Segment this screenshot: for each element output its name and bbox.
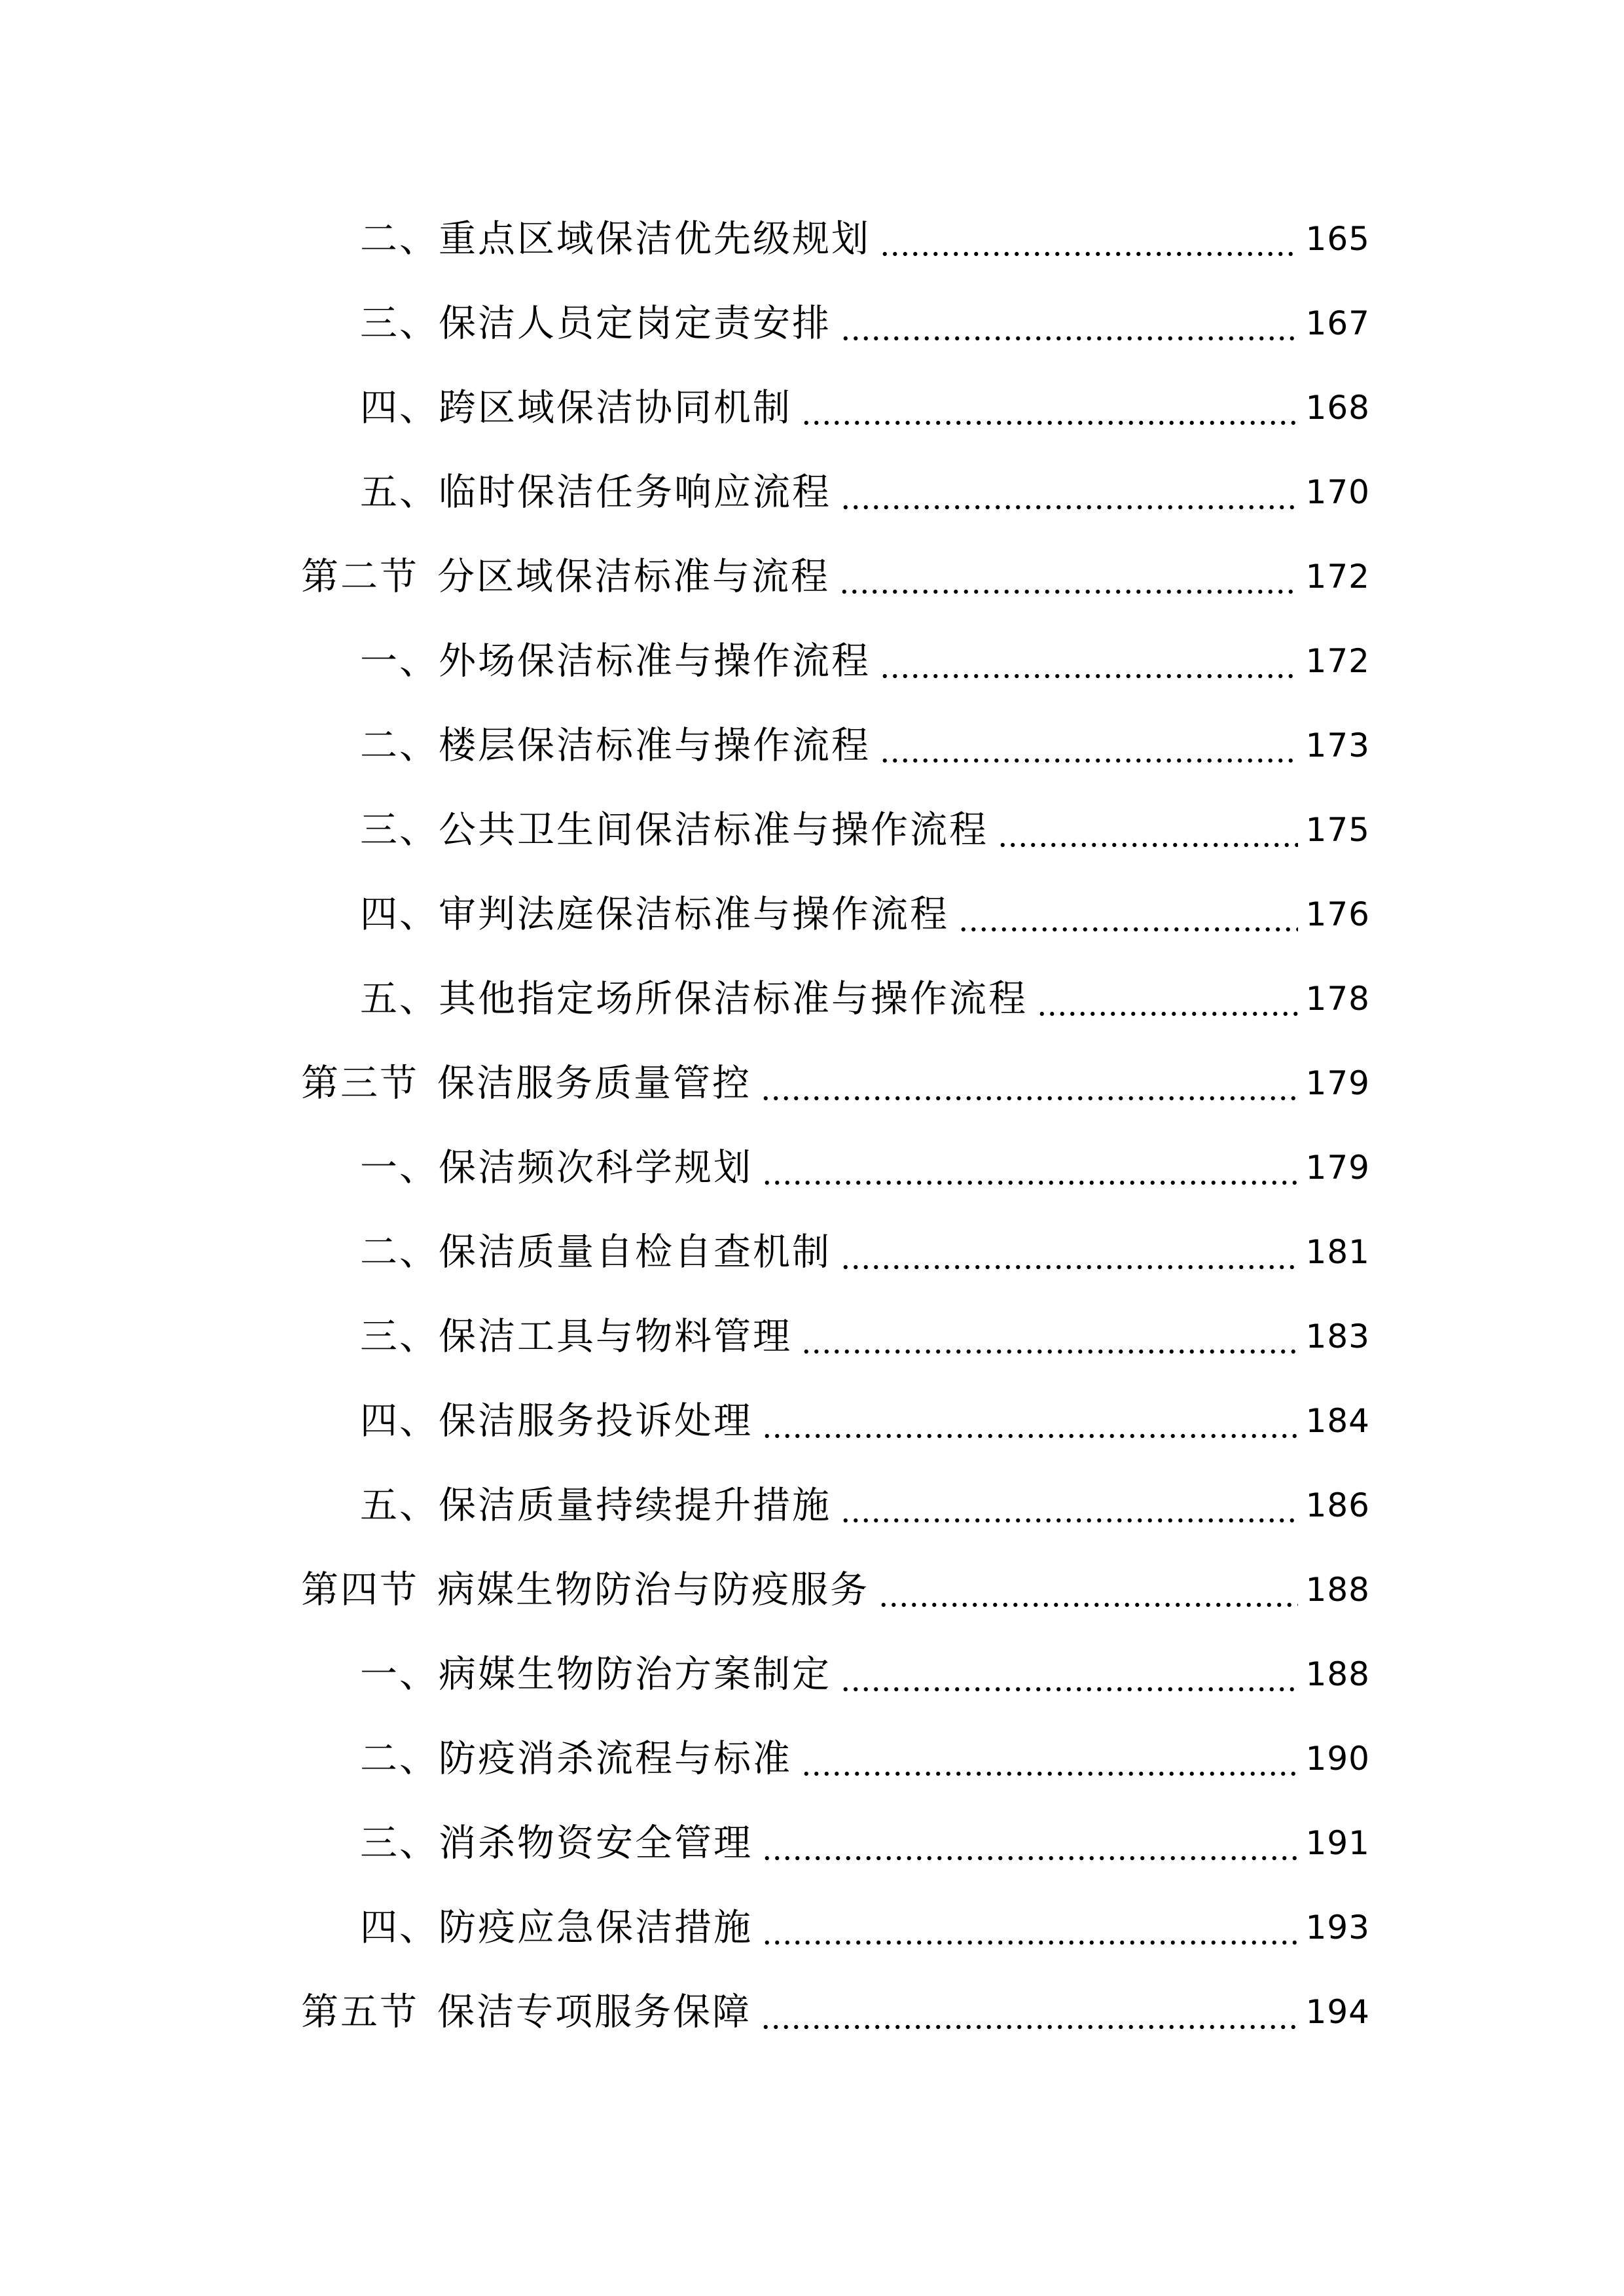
- toc-section-label: 第二节: [301, 555, 419, 598]
- toc-page-number: 181: [1305, 1233, 1370, 1271]
- toc-section-text: 保洁专项服务保障: [437, 1990, 751, 2034]
- toc-section-entry[interactable]: [301, 1986, 1370, 2038]
- dot-leader: [762, 1901, 1298, 1954]
- toc-page-number: 167: [1305, 304, 1370, 342]
- dot-leader: [840, 297, 1298, 350]
- toc-section-entry[interactable]: [301, 1057, 1370, 1109]
- toc-entry[interactable]: [360, 1226, 1370, 1278]
- toc-entry-title: 四、跨区域保洁协同机制: [360, 386, 792, 429]
- toc-page-number: 179: [1305, 1064, 1370, 1102]
- dot-leader: [880, 213, 1298, 265]
- toc-entry-title: 五、其他指定场所保洁标准与操作流程: [360, 977, 1028, 1020]
- toc-page-number: 190: [1305, 1740, 1370, 1778]
- toc-entry[interactable]: [360, 973, 1370, 1025]
- toc-entry[interactable]: [360, 466, 1370, 518]
- toc-section-label: 第四节: [301, 1568, 419, 1611]
- toc-section-entry[interactable]: [301, 550, 1370, 603]
- toc-entry[interactable]: [360, 1310, 1370, 1363]
- dot-leader: [801, 382, 1298, 434]
- toc-entry[interactable]: [360, 1395, 1370, 1447]
- toc-entry-title: 二、防疫消杀流程与标准: [360, 1737, 792, 1780]
- toc-page-number: 170: [1305, 473, 1370, 511]
- toc-entry-title: 三、公共卫生间保洁标准与操作流程: [360, 808, 988, 852]
- toc-page-number: 194: [1305, 1993, 1370, 2031]
- toc-entry-title: 五、临时保洁任务响应流程: [360, 471, 831, 514]
- dot-leader: [801, 1732, 1298, 1785]
- toc-entry[interactable]: [360, 888, 1370, 941]
- toc-section-entry[interactable]: [301, 1564, 1370, 1616]
- toc-entry-title: 四、保洁服务投诉处理: [360, 1399, 753, 1443]
- toc-entry[interactable]: [360, 804, 1370, 856]
- toc-entry-title: 三、保洁人员定岗定责安排: [360, 302, 831, 345]
- toc-entry[interactable]: [360, 635, 1370, 687]
- toc-entry-title: 一、保洁频次科学规划: [360, 1146, 753, 1189]
- dot-leader: [958, 888, 1298, 941]
- toc-page-number: 188: [1305, 1571, 1370, 1609]
- dot-leader: [840, 1226, 1298, 1278]
- toc-entry[interactable]: [360, 1817, 1370, 1869]
- toc-page-number: 184: [1305, 1402, 1370, 1440]
- toc-page-number: 183: [1305, 1318, 1370, 1355]
- toc-page-number: 176: [1305, 895, 1370, 933]
- toc-entry-title: 二、楼层保洁标准与操作流程: [360, 724, 871, 767]
- toc-entry-title: [301, 1564, 869, 1616]
- toc-entry[interactable]: [360, 382, 1370, 434]
- dot-leader: [839, 550, 1298, 603]
- dot-leader: [840, 466, 1298, 518]
- dot-leader: [762, 1817, 1298, 1869]
- dot-leader: [761, 1986, 1298, 2038]
- toc-entry-title: 四、审判法庭保洁标准与操作流程: [360, 893, 949, 936]
- dot-leader: [840, 1479, 1298, 1532]
- dot-leader: [840, 1648, 1298, 1700]
- toc-entry[interactable]: [360, 719, 1370, 772]
- toc-page-number: 193: [1305, 1909, 1370, 1946]
- toc-entry-title: 二、保洁质量自检自查机制: [360, 1230, 831, 1274]
- dot-leader: [880, 719, 1298, 772]
- dot-leader: [878, 1564, 1298, 1616]
- toc-page-number: 188: [1305, 1655, 1370, 1693]
- toc-entry-title: 三、消杀物资安全管理: [360, 1821, 753, 1865]
- toc-entry-title: 五、保洁质量持续提升措施: [360, 1484, 831, 1527]
- toc-entry-title: [301, 1057, 751, 1109]
- toc-entry[interactable]: [360, 1732, 1370, 1785]
- toc-page-number: 168: [1305, 389, 1370, 427]
- toc-entry-title: 一、外场保洁标准与操作流程: [360, 639, 871, 683]
- toc-section-label: 第三节: [301, 1062, 419, 1105]
- toc-page-number: 172: [1305, 558, 1370, 596]
- dot-leader: [762, 1141, 1298, 1194]
- toc-entry[interactable]: [360, 1141, 1370, 1194]
- toc-section-text: 分区域保洁标准与流程: [437, 555, 830, 598]
- toc-entry[interactable]: [360, 213, 1370, 265]
- toc-page-number: 179: [1305, 1149, 1370, 1187]
- toc-page-number: 178: [1305, 980, 1370, 1018]
- toc-page-number: 173: [1305, 726, 1370, 764]
- toc-entry[interactable]: [360, 1648, 1370, 1700]
- toc-section-text: 保洁服务质量管控: [437, 1062, 751, 1105]
- toc-entry-title: [301, 550, 830, 603]
- toc-page-number: 186: [1305, 1486, 1370, 1524]
- dot-leader: [880, 635, 1298, 687]
- toc-entry[interactable]: [360, 297, 1370, 350]
- toc-page-number: 165: [1305, 220, 1370, 258]
- toc-page-number: 175: [1305, 811, 1370, 849]
- dot-leader: [1037, 973, 1298, 1025]
- toc-entry-title: 四、防疫应急保洁措施: [360, 1906, 753, 1949]
- toc-section-label: 第五节: [301, 1990, 419, 2034]
- toc-entry-title: 二、重点区域保洁优先级规划: [360, 217, 871, 260]
- toc-entry[interactable]: [360, 1479, 1370, 1532]
- dot-leader: [998, 804, 1298, 856]
- toc-page-number: 172: [1305, 642, 1370, 680]
- toc-section-text: 病媒生物防治与防疫服务: [437, 1568, 869, 1611]
- toc-entry[interactable]: [360, 1901, 1370, 1954]
- toc-entry-title: 三、保洁工具与物料管理: [360, 1315, 792, 1358]
- dot-leader: [762, 1395, 1298, 1447]
- dot-leader: [801, 1310, 1298, 1363]
- toc-entry-title: 一、病媒生物防治方案制定: [360, 1653, 831, 1696]
- toc-page-number: 191: [1305, 1824, 1370, 1862]
- toc-entry-title: [301, 1986, 751, 2038]
- dot-leader: [761, 1057, 1298, 1109]
